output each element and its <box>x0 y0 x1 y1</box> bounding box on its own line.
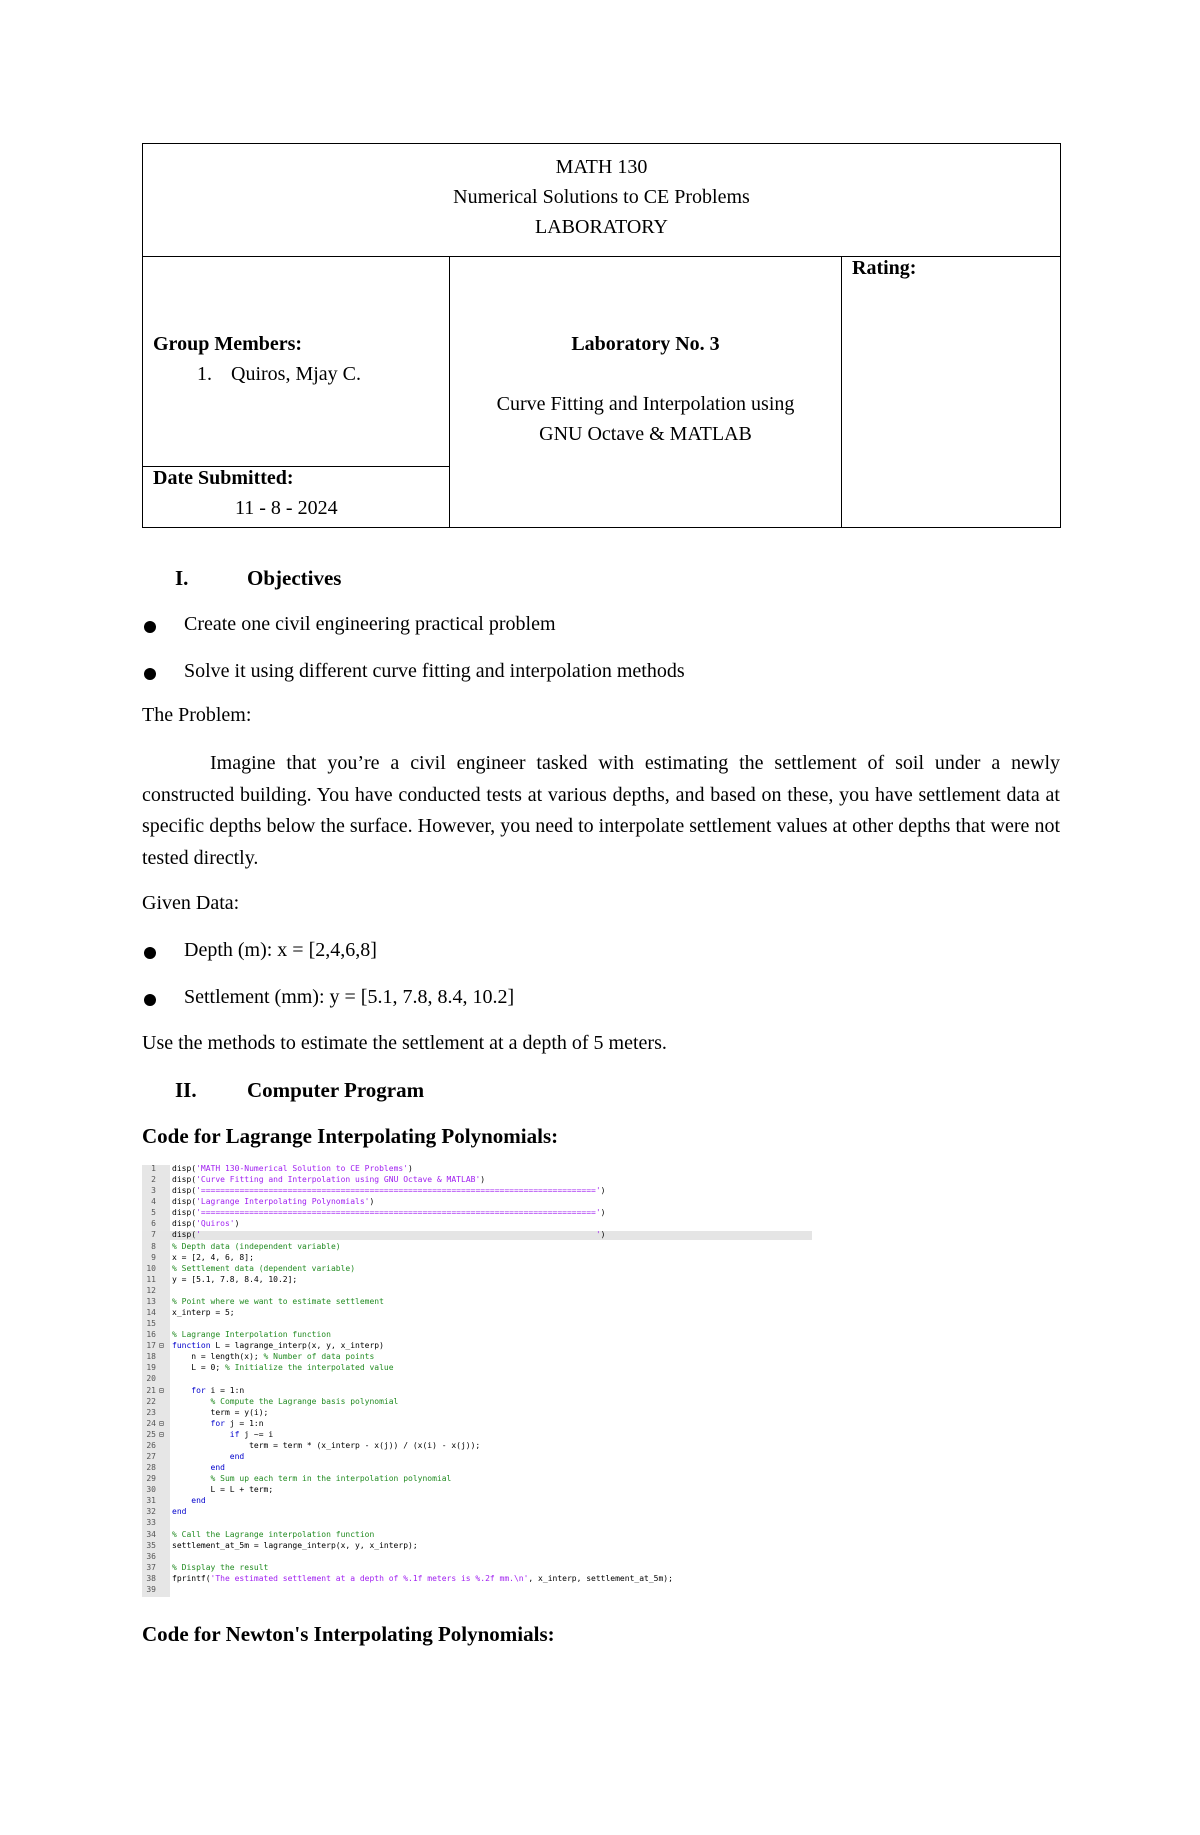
code-text: % Point where we want to estimate settlement <box>172 1296 384 1306</box>
line-number: 37 <box>146 1562 156 1572</box>
member-name: Quiros, Mjay C. <box>231 363 361 385</box>
code-text: fprintf('The estimated settlement at a depth of %.1f meters is %.2f mm.\n', x_interp, settlement_at_5m); <box>172 1573 673 1583</box>
line-number: 8 <box>151 1241 156 1251</box>
code-line <box>142 1586 812 1594</box>
problem-paragraph: Imagine that you’re a civil engineer tasked with estimating the settlement of soil under a newly constructed building. You have conducted tests at various depths, and based on these, you have settlement data at specific depths below the surface. However, you need to interpolate settlement values at other depths that were not tested directly. <box>142 752 1060 869</box>
use-methods-text: Use the methods to estimate the settlement at a depth of 5 meters. <box>142 1032 667 1054</box>
code-line <box>142 1309 812 1317</box>
code-text: % Depth data (independent variable) <box>172 1241 341 1251</box>
line-number: 30 <box>146 1485 156 1495</box>
given-label: Given Data: <box>142 892 240 914</box>
section-title: Computer Program <box>247 1078 425 1102</box>
rating-cell <box>842 257 1061 528</box>
code-text: if j ~= i <box>229 1429 274 1439</box>
code-text: % Call the Lagrange interpolation function <box>172 1529 375 1539</box>
code-line <box>142 1231 812 1239</box>
group-members-cell <box>143 257 450 467</box>
code-line <box>142 1165 812 1173</box>
fold-toggle-icon[interactable]: ⊟ <box>159 1341 164 1351</box>
course-title-cell <box>143 144 1061 257</box>
code-text: disp('==================================================================================') <box>172 1208 606 1218</box>
bullet-icon <box>144 994 156 1006</box>
lab-info-cell <box>450 257 842 528</box>
bullet-icon <box>144 668 156 680</box>
code-text: % Lagrange Interpolation function <box>172 1330 331 1340</box>
bullet-icon <box>144 947 156 959</box>
code-line <box>142 1198 812 1206</box>
line-number: 23 <box>146 1407 156 1417</box>
code-line <box>142 1486 812 1494</box>
code-line <box>142 1209 812 1217</box>
code-line <box>142 1176 812 1184</box>
line-number: 19 <box>146 1363 156 1373</box>
line-number: 22 <box>146 1396 156 1406</box>
code-line <box>142 1464 812 1472</box>
code-text: settlement_at_5m = lagrange_interp(x, y, x_interp); <box>172 1540 418 1550</box>
line-number: 35 <box>146 1540 156 1550</box>
code-text: end <box>191 1496 206 1506</box>
line-number: 38 <box>146 1573 156 1583</box>
code-line <box>142 1276 812 1284</box>
fold-toggle-icon[interactable]: ⊟ <box>159 1429 164 1439</box>
code-text: end <box>210 1463 225 1473</box>
line-number: 27 <box>146 1452 156 1461</box>
code-line <box>142 1398 812 1406</box>
code-line <box>142 1364 812 1372</box>
line-number: 12 <box>146 1285 156 1295</box>
code-text: function L = lagrange_interp(x, y, x_interp) <box>172 1341 384 1351</box>
code-line <box>142 1254 812 1262</box>
code-line <box>142 1187 812 1195</box>
section-number: II. <box>175 1078 197 1102</box>
code-line <box>142 1243 812 1251</box>
member-number: 1. <box>197 363 212 385</box>
code-text: end <box>229 1452 245 1461</box>
code-line <box>142 1453 812 1461</box>
code-text: x = [2, 4, 6, 8]; <box>172 1252 254 1262</box>
code-line <box>142 1519 812 1527</box>
date-value: 11 - 8 - 2024 <box>235 497 338 519</box>
line-number: 21 <box>146 1385 156 1395</box>
lab-title-line2: GNU Octave & MATLAB <box>539 423 752 445</box>
date-cell <box>143 467 450 528</box>
code-text: end <box>172 1507 187 1517</box>
code-text: y = [5.1, 7.8, 8.4, 10.2]; <box>172 1274 298 1284</box>
line-number: 2 <box>151 1175 156 1185</box>
code-text: term = term * (x_interp - x(j)) / (x(i) - x(j)); <box>172 1440 481 1450</box>
group-members-label: Group Members: <box>153 333 303 355</box>
line-number: 16 <box>146 1330 156 1340</box>
code-text: L = 0; % Initialize the interpolated value <box>172 1363 394 1373</box>
code-line <box>142 1475 812 1483</box>
lab-label: LABORATORY <box>535 216 668 238</box>
line-number: 29 <box>146 1474 156 1484</box>
code-text: L = L + term; <box>172 1485 274 1495</box>
course-title: Numerical Solutions to CE Problems <box>453 186 750 208</box>
line-number: 25 <box>146 1429 156 1439</box>
line-number: 5 <box>151 1208 156 1218</box>
line-number: 34 <box>146 1529 156 1539</box>
code-line <box>142 1553 812 1561</box>
line-number: 7 <box>151 1230 156 1240</box>
code-text: x_interp = 5; <box>172 1308 235 1317</box>
code-text: % Compute the Lagrange basis polynomial <box>172 1396 399 1406</box>
rating-label: Rating: <box>852 257 917 279</box>
header-table <box>142 143 1061 528</box>
line-number: 24 <box>146 1418 156 1428</box>
code-text: % Display the result <box>172 1562 269 1572</box>
problem-label: The Problem: <box>142 704 252 726</box>
line-number: 32 <box>146 1507 156 1517</box>
line-number: 13 <box>146 1296 156 1306</box>
code-line <box>142 1564 812 1572</box>
code-line <box>142 1331 812 1339</box>
section-title: Objectives <box>247 566 342 590</box>
code-screenshot <box>142 1165 812 1597</box>
line-number: 15 <box>146 1319 156 1329</box>
code-line <box>142 1542 812 1550</box>
code-line <box>142 1420 812 1428</box>
code-line <box>142 1220 812 1228</box>
course-code: MATH 130 <box>555 156 648 178</box>
line-number: 3 <box>151 1186 156 1196</box>
lab-title-line1: Curve Fitting and Interpolation using <box>496 393 795 415</box>
code-text: % Settlement data (dependent variable) <box>172 1263 356 1273</box>
newton-code-heading: Code for Newton's Interpolating Polynomials: <box>142 1622 555 1646</box>
code-line <box>142 1575 812 1583</box>
line-number: 31 <box>146 1496 156 1506</box>
line-number: 33 <box>146 1518 156 1528</box>
code-text: term = y(i); <box>172 1407 269 1417</box>
code-line <box>142 1298 812 1306</box>
code-line <box>142 1375 812 1383</box>
code-line <box>142 1265 812 1273</box>
line-number: 39 <box>146 1584 156 1594</box>
line-number: 6 <box>151 1219 156 1229</box>
code-line <box>142 1342 812 1350</box>
lab-number: Laboratory No. 3 <box>571 333 720 355</box>
line-number: 10 <box>146 1263 156 1273</box>
line-number: 9 <box>151 1252 156 1262</box>
code-line <box>142 1409 812 1417</box>
document-page: MATH 130 Numerical Solutions to CE Problems LABORATORY Group Members: 1. Quiros, Mjay C. Laboratory No. 3 Curve Fitting and Interpolation using GNU Octave & MATLAB Rating: Date Submitted: 11 - 8 - 2024 I. Objectives Create one civil engineering practical problem Solve it using different curve fitting and interpolation methods The Problem: Imagine that you’re a civil engineer tasked with estimating the settlement of soil under a newly constructed building. You have conducted tests at various depths, and based on these, you have settlement data at specific depths below the surface. However, you need to interpolate settlement values at other depths that were not tested directly. Given Data: Depth (m): x = [2,4,6,8] Settlement (mm): y = [5.1, 7.8, 8.4, 10.2] Use the methods to estimate the settlement at a depth of 5 meters. II. Computer Program Code for Lagrange Interpolating Polynomials: 1 disp('MATH 130-Numerical Solution to CE Problems') 2 disp('Curve Fitting and Interpolation using GNU Octave & MATLAB') 3 disp('==================================================================================') 4 disp('Lagrange Interpolating Polynomials') 5 disp('==================================================================================') 6 disp('Quiros') 7 disp(' ') 8 % Depth data (independent variable) 9 x = [2, 4, 6, 8]; 10 % Settlement data (dependent variable) 11 y = [5.1, 7.8, 8.4, 10.2]; 12 13 % Point where we want to estimate settlement 14 x_interp = 5; 15 16 % Lagrange Interpolation function 17 ⊟ function L = lagrange_interp(x, y, x_interp) 18 n = length(x); % Number of data points 19 L = 0; % Initialize the interpolated value 20 21 ⊟ for i = 1:n 22 % Compute the Lagrange basis polynomial 23 term = y(i); 24 ⊟ for j = 1:n 25 ⊟ if j ~= i 26 term = term * (x_interp - x(j)) / (x(i) - x(j)); 27 end 28 end 29 % Sum up each term in the interpolation polynomial 30 L = L + term; 31 end 32 end 33 34 % Call the Lagrange interpolation function 35 settlement_at_5m = lagrange_interp(x, y, x_interp); 36 37 % Display the result 38 fprintf('The estimated settlement at a depth of %.1f meters is %.2f mm.\n', x_interp, settlement_at_5m); 39 Code for Newton's Interpolating Polynomials: <box>0 0 1200 1835</box>
line-number: 17 <box>146 1341 156 1351</box>
code-text: disp(' ') <box>172 1230 606 1240</box>
code-line <box>142 1387 812 1395</box>
date-label: Date Submitted: <box>153 467 294 489</box>
code-line <box>142 1353 812 1361</box>
line-number: 28 <box>146 1463 156 1473</box>
code-line <box>142 1431 812 1439</box>
line-number: 1 <box>151 1164 156 1173</box>
code-line <box>142 1287 812 1295</box>
code-text: % Sum up each term in the interpolation polynomial <box>172 1474 452 1484</box>
line-number: 11 <box>146 1274 156 1284</box>
line-number: 4 <box>151 1197 156 1207</box>
fold-toggle-icon[interactable]: ⊟ <box>159 1385 164 1395</box>
code-text: disp('MATH 130-Numerical Solution to CE Problems') <box>172 1164 413 1173</box>
code-line <box>142 1531 812 1539</box>
code-text: for i = 1:n <box>191 1385 245 1395</box>
code-text: disp('Quiros') <box>172 1219 240 1229</box>
line-number: 14 <box>146 1308 156 1317</box>
code-line <box>142 1320 812 1328</box>
code-text: disp('Lagrange Interpolating Polynomials') <box>172 1197 375 1207</box>
code-text: n = length(x); % Number of data points <box>172 1352 375 1362</box>
line-number: 18 <box>146 1352 156 1362</box>
fold-toggle-icon[interactable]: ⊟ <box>159 1418 164 1428</box>
section-number: I. <box>175 566 189 590</box>
lagrange-code-heading: Code for Lagrange Interpolating Polynomials: <box>142 1124 559 1148</box>
code-text: disp('Curve Fitting and Interpolation using GNU Octave & MATLAB') <box>172 1175 486 1185</box>
code-text: disp('==================================================================================') <box>172 1186 606 1196</box>
line-number: 20 <box>146 1374 156 1384</box>
code-line <box>142 1497 812 1505</box>
code-line <box>142 1508 812 1516</box>
line-number: 36 <box>146 1551 156 1561</box>
code-text: for j = 1:n <box>210 1418 264 1428</box>
bullet-icon <box>144 621 156 633</box>
line-number: 26 <box>146 1440 156 1450</box>
code-line <box>142 1442 812 1450</box>
